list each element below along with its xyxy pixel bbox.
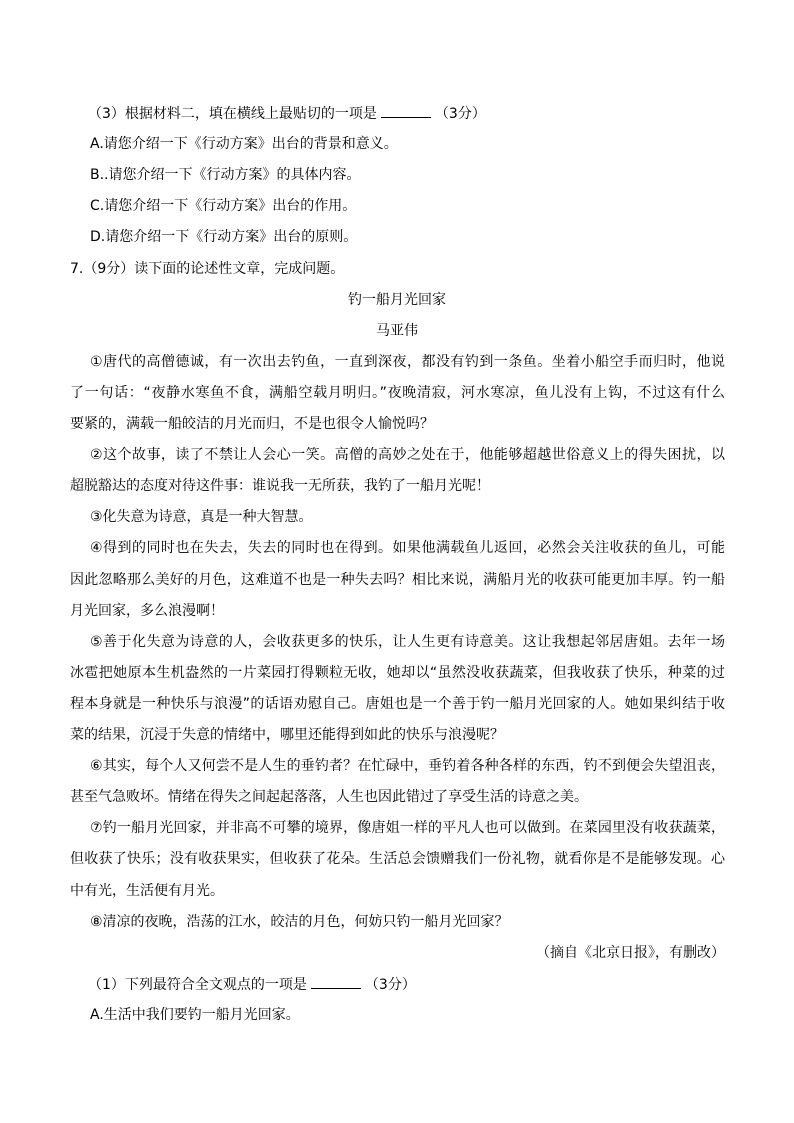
- option-d: D.请您介绍一下《行动方案》出台的原则。: [90, 229, 358, 245]
- paragraph-4-line: ④得到的同时也在失去，失去的同时也在得到。如果他满载鱼儿返回，必然会关注收获的鱼儿，可能: [90, 540, 725, 556]
- paragraph-3-line: ③化失意为诗意，真是一种大智慧。: [90, 509, 313, 525]
- answer-blank[interactable]: [311, 974, 361, 989]
- paragraph-4-line: 月光回家，多么浪漫啊！: [70, 603, 224, 619]
- paragraph-4-line: 因此忽略那么美好的月色，这难道不也是一种失去吗？相比来说，满船月光的收获可能更加丰厚。钓一船: [70, 572, 725, 588]
- paragraph-2-line: ②这个故事，读了不禁让人会心一笑。高僧的高妙之处在于，他能够超越世俗意义上的得失困扰，以: [90, 447, 725, 463]
- question-7-1-stem: [88, 974, 723, 994]
- question-7-heading: 7.（9分）读下面的论述性文章，完成问题。: [70, 261, 345, 277]
- article-source: （摘自《北京日报》，有删改）: [536, 945, 725, 961]
- question-stem: （3）根据材料二，填在横线上最贴切的一项是: [88, 106, 377, 122]
- question-3-stem: [88, 103, 723, 123]
- option-a: A.请您介绍一下《行动方案》出台的背景和意义。: [90, 136, 398, 152]
- paragraph-1-line: 了一句话：“夜静水寒鱼不食，满船空载月明归。”夜晚清寂，河水寒凉，鱼儿没有上钩，不过这有什么: [70, 385, 725, 401]
- paragraph-5-line: ⑤善于化失意为诗意的人，会收获更多的快乐，让人生更有诗意美。这让我想起邻居唐姐。去年一场: [90, 634, 725, 650]
- answer-blank[interactable]: [381, 103, 431, 118]
- paragraph-7-line: 中有光，生活便有月光。: [70, 883, 224, 899]
- question-points: （3分）: [364, 977, 416, 993]
- article-title: 钓一船月光回家: [348, 292, 446, 308]
- paragraph-5-line: 冰雹把她原本生机盎然的一片菜园打得颗粒无收，她却以“虽然没收获蔬菜，但我收获了快乐，种菜的过: [70, 665, 725, 681]
- paragraph-5-line: 程本身就是一种快乐与浪漫”的话语劝慰自己。唐姐也是一个善于钓一船月光回家的人。她如果纠结于收: [70, 696, 725, 712]
- question-stem: （1）下列最符合全文观点的一项是: [88, 977, 307, 993]
- paragraph-8-line: ⑧清凉的夜晚，浩荡的江水，皎洁的月色，何妨只钓一船月光回家？: [90, 914, 509, 930]
- paragraph-1-line: 要紧的，满载一船皎洁的月光而归，不是也很令人愉悦吗？: [70, 416, 434, 432]
- paragraph-5-line: 菜的结果，沉浸于失意的情绪中，哪里还能得到如此的快乐与浪漫呢？: [70, 727, 504, 743]
- paragraph-7-line: ⑦钓一船月光回家，并非高不可攀的境界，像唐姐一样的平凡人也可以做到。在菜园里没有收获蔬菜，: [90, 820, 725, 836]
- option-b: B..请您介绍一下《行动方案》的具体内容。: [90, 167, 361, 183]
- question-points: （3分）: [434, 106, 486, 122]
- paragraph-6-line: ⑥其实，每个人又何尝不是人生的垂钓者？在忙碌中，垂钓着各种各样的东西，钓不到便会失望沮丧，: [90, 758, 725, 774]
- paragraph-6-line: 甚至气急败坏。情绪在得失之间起起落落，人生也因此错过了享受生活的诗意之美。: [70, 789, 588, 805]
- option-c: C.请您介绍一下《行动方案》出台的作用。: [90, 198, 357, 214]
- paragraph-7-line: 但收获了快乐；没有收获果实，但收获了花朵。生活总会馈赠我们一份礼物，就看你是不是能够发现。心: [70, 851, 725, 867]
- paragraph-2-line: 超脱豁达的态度对待这件事：谁说我一无所获，我钓了一船月光呢！: [70, 478, 490, 494]
- sub1-option-a: A.生活中我们要钓一船月光回家。: [90, 1007, 300, 1023]
- paragraph-1-line: ①唐代的高僧德诚，有一次出去钓鱼，一直到深夜，都没有钓到一条鱼。坐着小船空手而归时，他说: [90, 354, 725, 370]
- article-author: 马亚伟: [376, 323, 418, 339]
